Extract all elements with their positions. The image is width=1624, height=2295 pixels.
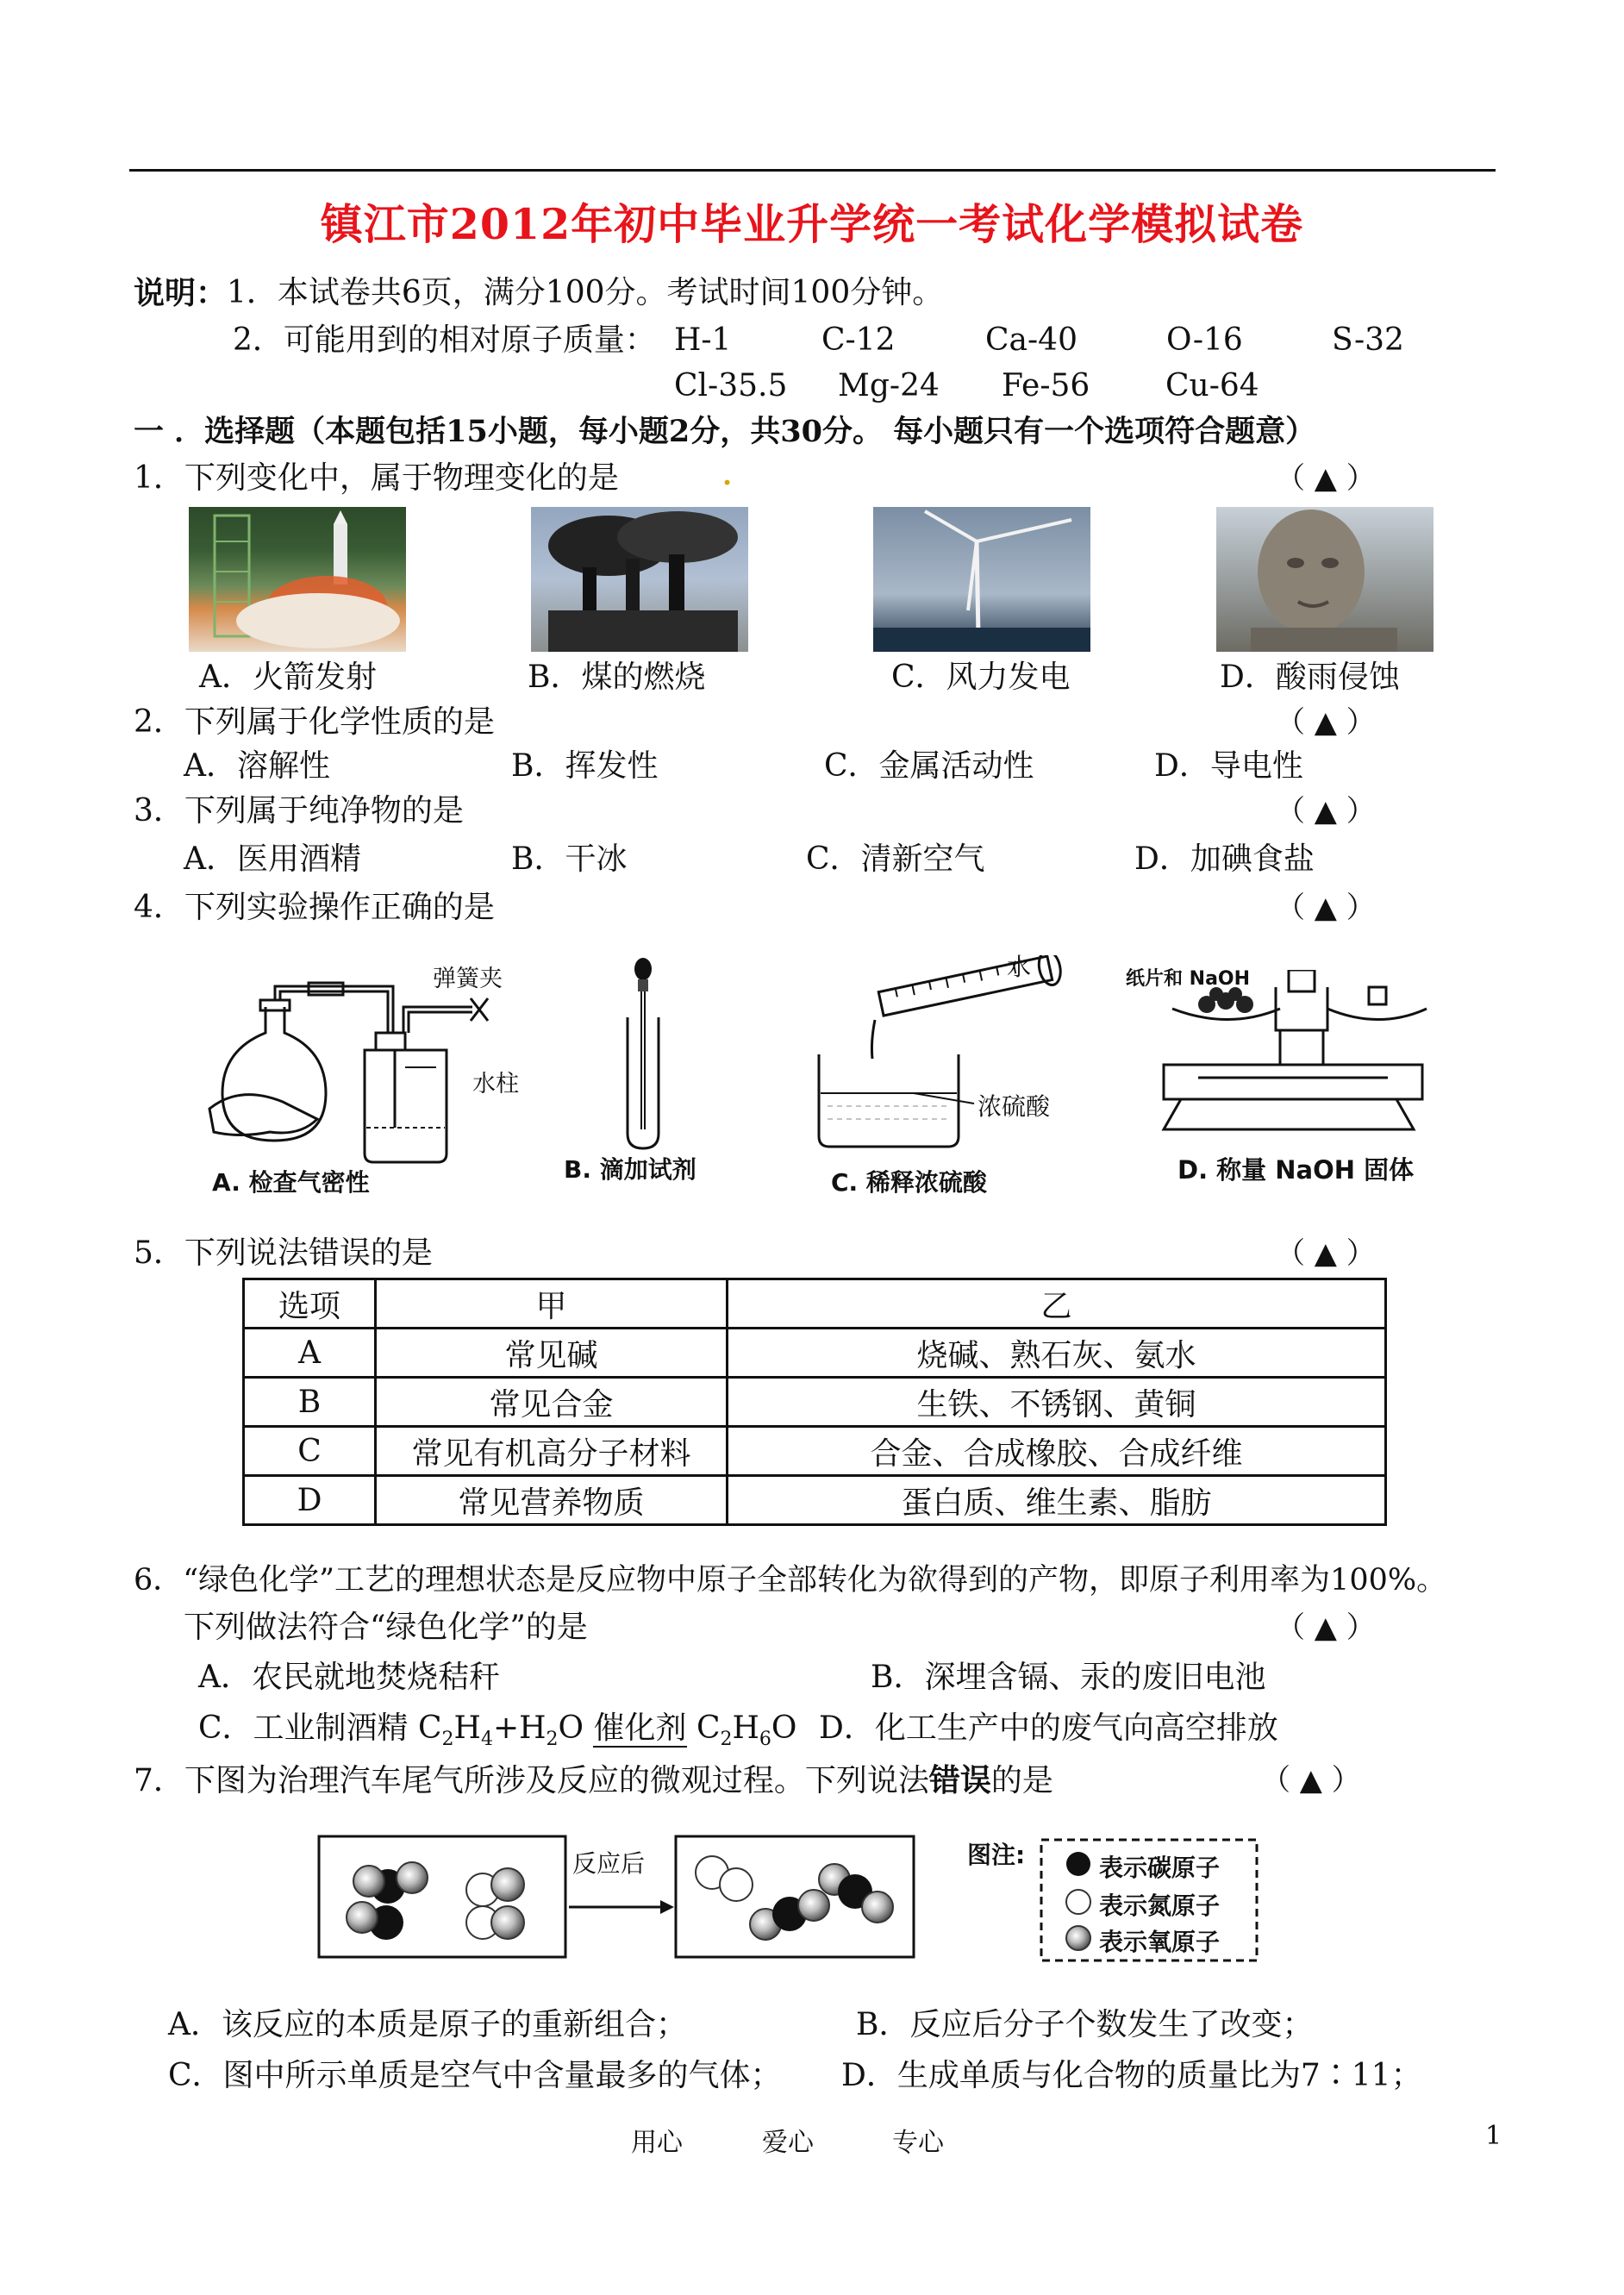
table-cell: 生铁、不锈钢、黄铜 xyxy=(728,1378,1386,1427)
nitrogen-atom-icon xyxy=(1066,1890,1090,1914)
mass-o: O-16 xyxy=(1166,322,1243,358)
q7-answer-mark: （ ▲ ） xyxy=(1261,1763,1361,1798)
q7-option-d: D．生成单质与化合物的质量比为7∶11； xyxy=(841,2058,1422,2093)
q2-option-a: A．溶解性 xyxy=(184,748,330,784)
q2-option-c: C．金属活动性 xyxy=(824,748,1034,784)
q7-stem-emphasis: 错误 xyxy=(928,1762,991,1798)
q6-answer-mark: （ ▲ ） xyxy=(1276,1610,1376,1645)
label-paper-and-naoh: 纸片和 NaOH xyxy=(1126,968,1251,990)
q4-figure-a-caption: A. 检查气密性 xyxy=(212,1168,370,1197)
table-cell: 常见合金 xyxy=(376,1378,728,1427)
q7-stem xyxy=(134,1761,1053,1800)
mass-h: H-1 xyxy=(674,322,732,358)
q4-figure-d-caption: D. 称量 NaOH 固体 xyxy=(1177,1155,1415,1185)
mass-cl: Cl-35.5 xyxy=(674,368,788,403)
q2-option-d: D．导电性 xyxy=(1154,748,1303,784)
dilute-sulfuric-acid-figure xyxy=(810,955,1069,1154)
footer-middle: 爱心 xyxy=(762,2128,814,2158)
q6-stem-line-2: 下列做法符合“绿色化学”的是 xyxy=(184,1610,588,1645)
q1-option-b: B．煤的燃烧 xyxy=(528,660,706,695)
table-row xyxy=(244,1329,1386,1378)
q1-option-c: C．风力发电 xyxy=(891,660,1071,695)
q4-figure-b-caption: B. 滴加试剂 xyxy=(564,1155,696,1184)
page-number: 1 xyxy=(1485,2121,1502,2151)
q1-stem: 1．下列变化中，属于物理变化的是 xyxy=(134,460,619,496)
table-cell: 常见营养物质 xyxy=(376,1476,728,1525)
q2-option-b: B．挥发性 xyxy=(511,748,659,784)
q7-option-c: C．图中所示单质是空气中含量最多的气体； xyxy=(168,2058,782,2093)
mass-fe: Fe-56 xyxy=(1002,368,1090,403)
page-title: 镇江市2012年初中毕业升学统一考试化学模拟试卷 xyxy=(320,199,1304,249)
q1-option-a: A．火箭发射 xyxy=(199,660,377,695)
q3-stem: 3．下列属于纯净物的是 xyxy=(134,793,464,829)
notes-line-2: 2．可能用到的相对原子质量： xyxy=(233,322,656,358)
mass-mg: Mg-24 xyxy=(838,368,940,403)
table-header-cell: 乙 xyxy=(728,1279,1386,1329)
coal-burning-photo xyxy=(531,507,748,652)
q6-option-c: C．工业制酒精 $C_2H_4+H_2O$ 催化剂 $C_2H_6O$ xyxy=(198,1710,797,1751)
label-spring-clip: 弹簧夹 xyxy=(433,966,503,992)
q2-stem: 2．下列属于化学性质的是 xyxy=(134,704,495,740)
oxygen-atom-icon xyxy=(1066,1926,1090,1950)
table-row xyxy=(244,1378,1386,1427)
table-cell: D xyxy=(244,1476,376,1525)
mass-cu: Cu-64 xyxy=(1165,368,1259,403)
q7-option-a: A．该反应的本质是原子的重新组合； xyxy=(168,2007,687,2042)
table-cell: B xyxy=(244,1378,376,1427)
weighing-balance-figure xyxy=(1146,970,1431,1147)
header-rule xyxy=(129,169,1496,172)
q6-option-d: D．化工生产中的废气向高空排放 xyxy=(819,1710,1278,1746)
label-water-column: 水柱 xyxy=(472,1071,519,1097)
label-concentrated-sulfuric-acid: 浓硫酸 xyxy=(978,1092,1051,1121)
wind-power-photo xyxy=(873,507,1090,652)
table-cell: 烧碱、熟石灰、氨水 xyxy=(728,1329,1386,1378)
label-water: 水 xyxy=(1007,953,1032,981)
q1-dot: . xyxy=(722,459,733,491)
q4-answer-mark: （ ▲ ） xyxy=(1276,891,1376,925)
legend-title: 图注: xyxy=(967,1841,1026,1869)
acid-rain-statue-photo xyxy=(1216,507,1433,652)
q1-answer-mark: （ ▲ ） xyxy=(1276,461,1376,496)
notes-label: 说明： xyxy=(134,275,228,311)
q3-option-d: D．加碘食盐 xyxy=(1134,841,1315,877)
carbon-atom-icon xyxy=(1066,1852,1090,1876)
q3-option-a: A．医用酒精 xyxy=(184,841,361,877)
mass-ca: Ca-40 xyxy=(985,322,1077,358)
table-cell: 常见有机高分子材料 xyxy=(376,1427,728,1476)
notes-line-1: 1．本试卷共6页，满分100分。考试时间100分钟。 xyxy=(227,275,944,310)
legend-nitrogen: 表示氮原子 xyxy=(1099,1892,1221,1920)
q6-stem-line-1: 6．“绿色化学”工艺的理想状态是反应物中原子全部转化为欲得到的产物，即原子利用率为100%。 xyxy=(134,1563,1447,1598)
q4-figure-c-caption: C. 稀释浓硫酸 xyxy=(831,1168,987,1197)
q1-option-d: D．酸雨侵蚀 xyxy=(1220,660,1400,695)
q6-option-b: B．深埋含镉、汞的废旧电池 xyxy=(871,1660,1266,1695)
q3-answer-mark: （ ▲ ） xyxy=(1276,794,1376,829)
legend-oxygen: 表示氧原子 xyxy=(1099,1928,1221,1956)
q3-option-b: B．干冰 xyxy=(511,841,628,877)
table-header-cell: 甲 xyxy=(376,1279,728,1329)
rocket-launch-photo xyxy=(189,507,406,652)
table-cell: C xyxy=(244,1427,376,1476)
catalyst-label: 催化剂 xyxy=(593,1710,687,1746)
q5-table xyxy=(242,1278,1387,1526)
q7-stem-suffix: 的是 xyxy=(990,1763,1053,1798)
legend-carbon: 表示碳原子 xyxy=(1099,1854,1221,1882)
before-box xyxy=(319,1836,565,1957)
q3-option-c: C．清新空气 xyxy=(806,841,985,877)
q6-option-a: A．农民就地焚烧秸秆 xyxy=(198,1660,500,1695)
table-cell: 蛋白质、维生素、脂肪 xyxy=(728,1476,1386,1525)
mass-c: C-12 xyxy=(821,322,896,358)
q5-answer-mark: （ ▲ ） xyxy=(1276,1236,1376,1271)
arrow-label: 反应后 xyxy=(572,1849,646,1878)
q7-stem-prefix: 7．下图为治理汽车尾气所涉及反应的微观过程。下列说法 xyxy=(134,1763,929,1798)
table-header-row xyxy=(244,1279,1386,1329)
table-cell: A xyxy=(244,1329,376,1378)
table-cell: 合金、合成橡胶、合成纤维 xyxy=(728,1427,1386,1476)
q5-stem: 5．下列说法错误的是 xyxy=(134,1235,433,1271)
q2-answer-mark: （ ▲ ） xyxy=(1276,705,1376,740)
section-heading: 一 ．选择题（本题包括15小题，每小题2分，共30分。 每小题只有一个选项符合题意） xyxy=(134,414,1316,449)
mass-s: S-32 xyxy=(1332,322,1404,358)
q7-option-b: B．反应后分子个数发生了改变； xyxy=(856,2007,1314,2042)
table-row xyxy=(244,1476,1386,1525)
footer-left: 用心 xyxy=(631,2128,683,2158)
table-row xyxy=(244,1427,1386,1476)
q6-option-c-prefix: C．工业制酒精 C xyxy=(198,1710,442,1746)
q4-stem: 4．下列实验操作正确的是 xyxy=(134,890,495,925)
dropper-test-tube-figure xyxy=(617,957,669,1151)
table-header-cell: 选项 xyxy=(244,1279,376,1329)
footer-right: 专心 xyxy=(892,2128,944,2158)
table-cell: 常见碱 xyxy=(376,1329,728,1378)
